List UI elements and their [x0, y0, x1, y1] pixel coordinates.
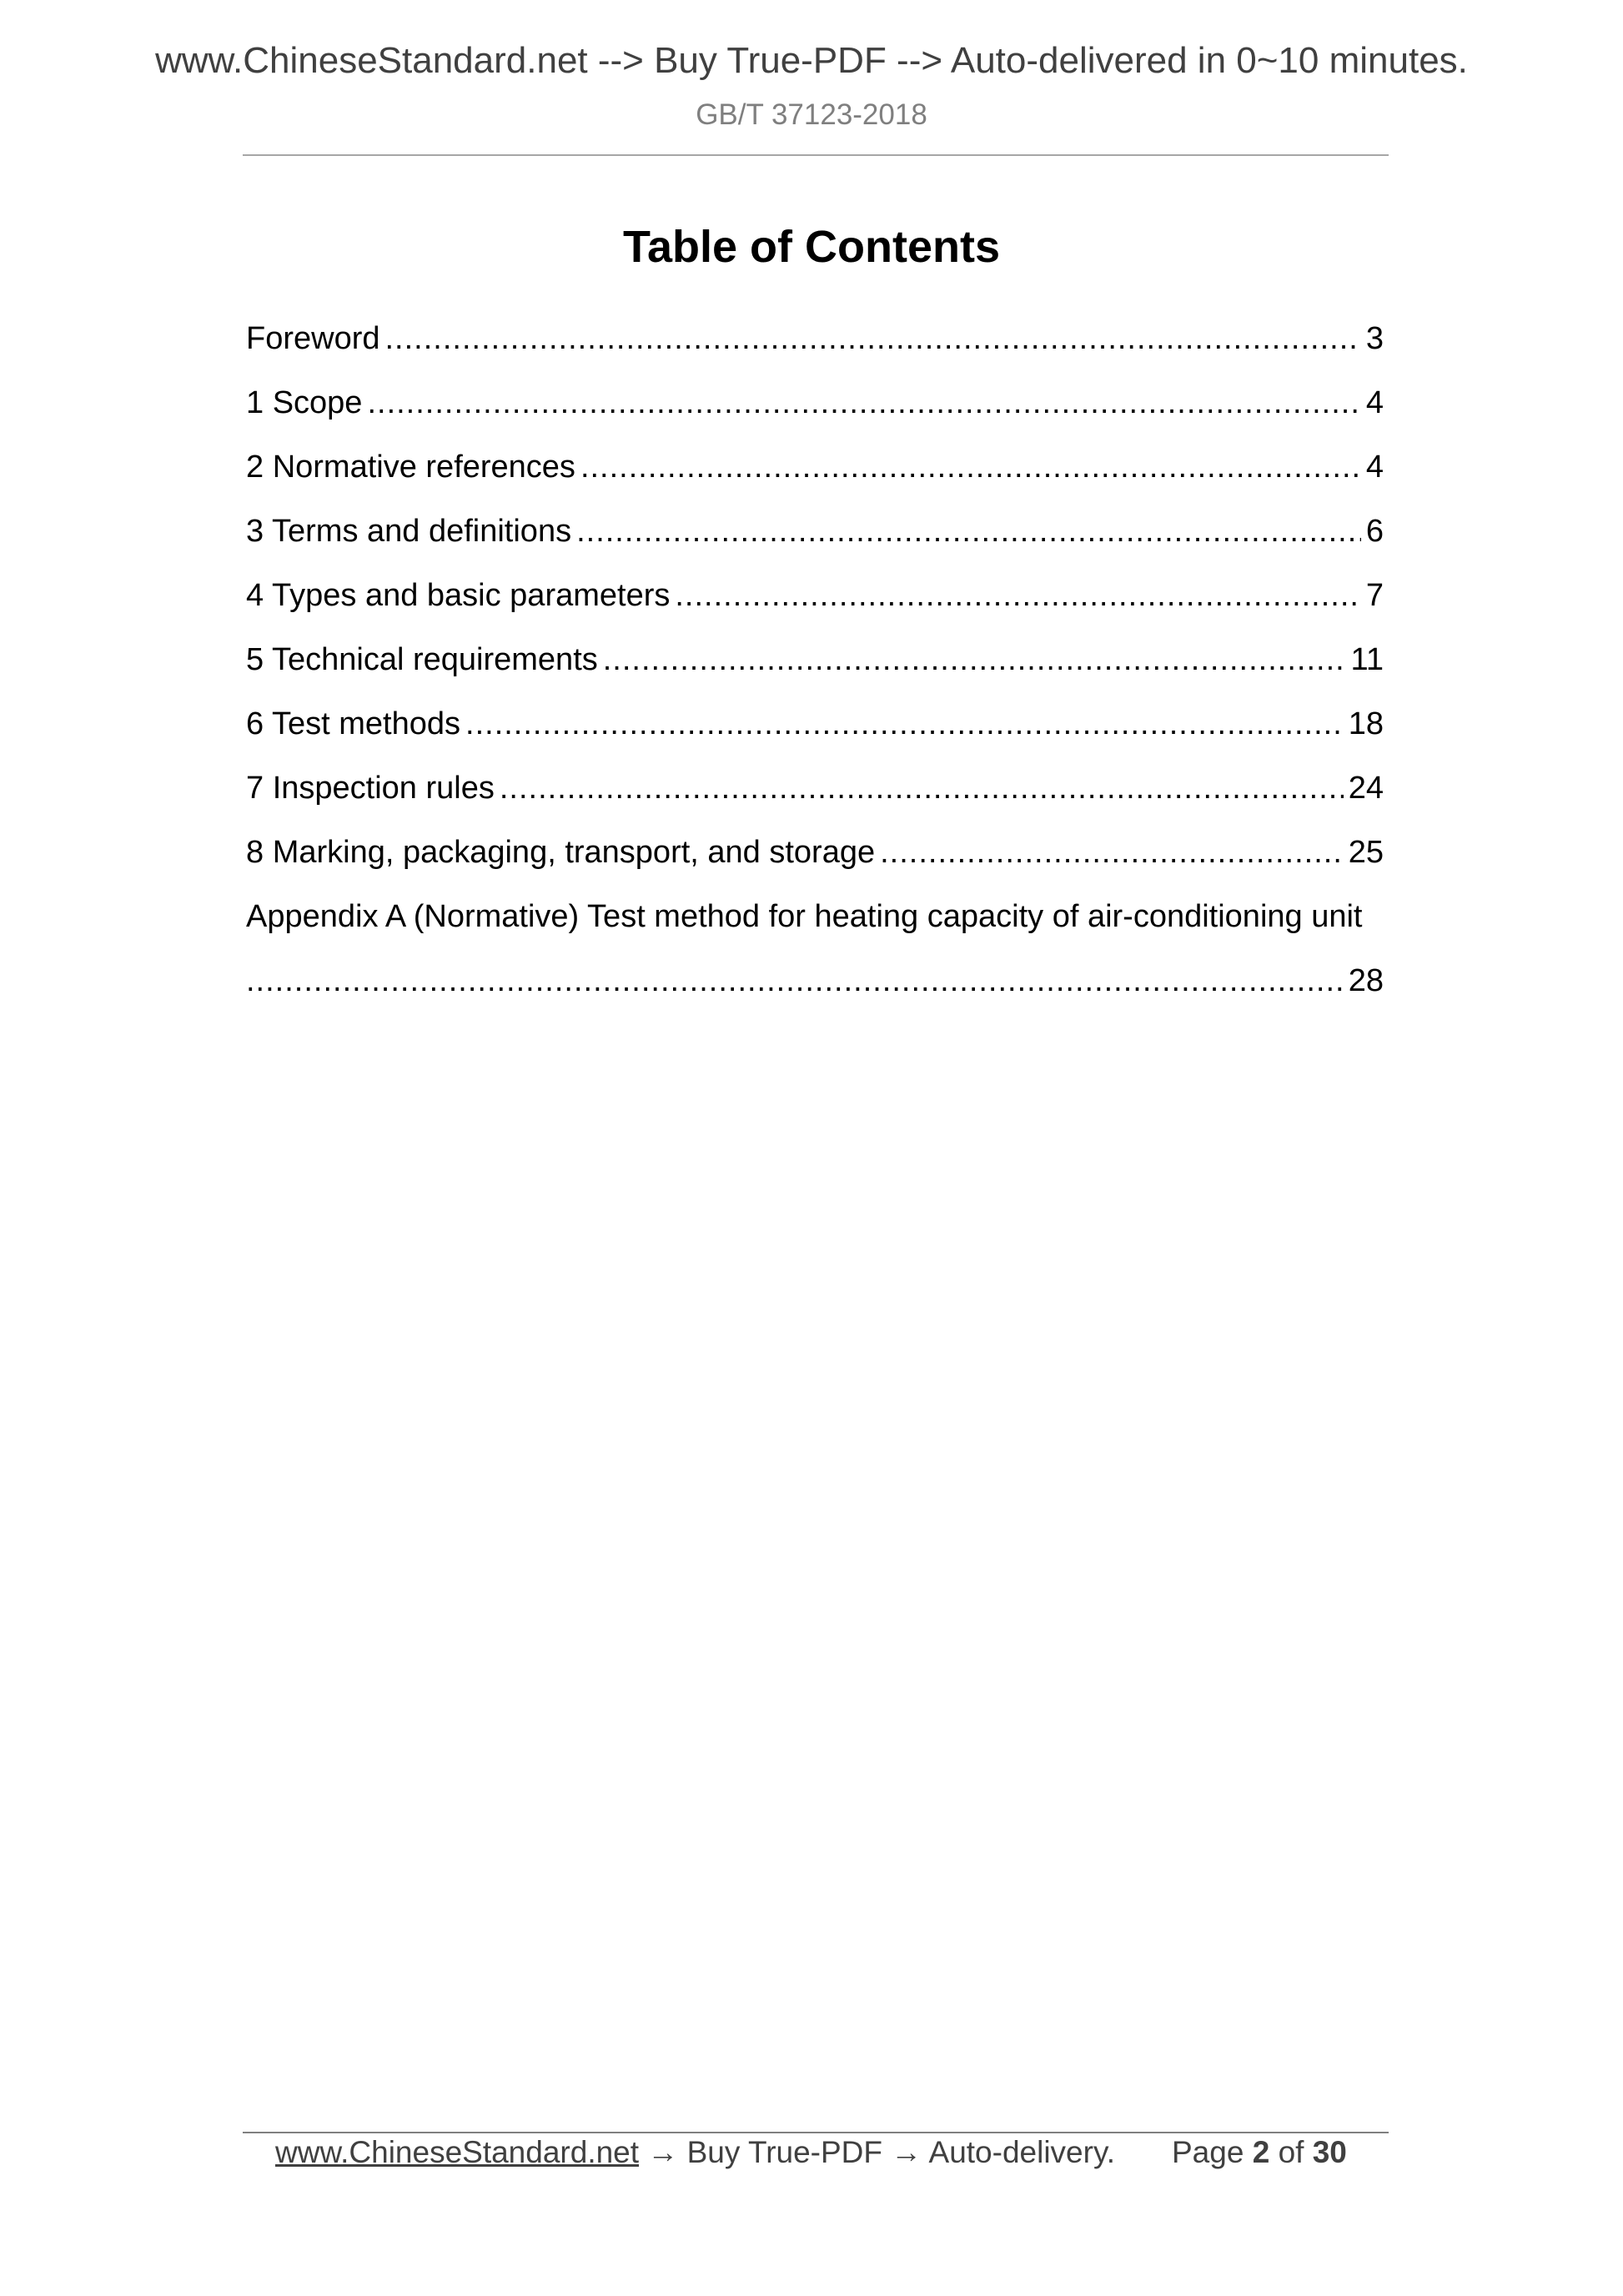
toc-entry-marking-packaging[interactable] [246, 835, 1384, 899]
total-pages-number: 30 [1312, 2135, 1347, 2169]
toc-entry-test-methods[interactable] [246, 706, 1384, 771]
header-divider [243, 154, 1389, 156]
toc-leader-dots [500, 771, 1344, 806]
toc-entry-page: 4 [1365, 385, 1384, 420]
toc-entry-normative-references[interactable] [246, 450, 1384, 514]
toc-leader-dots [385, 321, 1361, 357]
toc-entry-text: 1 Scope [246, 385, 363, 420]
toc-entry-page: 25 [1348, 835, 1384, 870]
toc-entry-terms-definitions[interactable] [246, 514, 1384, 578]
toc-entry-page: 6 [1365, 514, 1384, 549]
toc-entry-page: 28 [1348, 963, 1384, 998]
toc-entry-text: 8 Marking, packaging, transport, and storage [246, 835, 876, 870]
toc-entry-text: 3 Terms and definitions [246, 514, 572, 549]
toc-entry-scope[interactable] [246, 385, 1384, 450]
toc-entry-page: 18 [1348, 706, 1384, 741]
toc-entry-inspection-rules[interactable] [246, 771, 1384, 835]
toc-entry-text: 6 Test methods [246, 706, 461, 741]
toc-entry-page: 11 [1350, 642, 1384, 677]
table-of-contents [246, 321, 1384, 1027]
toc-entry-text: 2 Normative references [246, 450, 575, 485]
standard-number: GB/T 37123-2018 [696, 98, 927, 131]
toc-entry-types-parameters[interactable] [246, 578, 1384, 642]
toc-leader-dots [576, 514, 1361, 550]
toc-entry-foreword[interactable] [246, 321, 1384, 385]
toc-leader-dots [465, 706, 1344, 742]
toc-leader-dots [246, 963, 1344, 999]
page-indicator [1172, 2135, 1347, 2170]
toc-entry-text: Appendix A (Normative) Test method for heating capacity of air-conditioning unit [246, 899, 1363, 934]
toc-leader-dots [367, 385, 1360, 421]
page-of-label: of [1278, 2135, 1304, 2169]
footer-site-link[interactable]: www.ChineseStandard.net [275, 2135, 640, 2169]
toc-leader-dots [603, 642, 1346, 678]
toc-entry-page: 24 [1348, 771, 1384, 806]
toc-entry-text: 4 Types and basic parameters [246, 578, 671, 613]
footer-tagline: → Buy True-PDF → Auto-delivery. [639, 2135, 1115, 2169]
header-banner: www.ChineseStandard.net --> Buy True-PDF --> Auto-delivered in 0~10 minutes. [155, 40, 1468, 81]
toc-entry-technical-requirements[interactable] [246, 642, 1384, 706]
toc-title: Table of Contents [623, 222, 1000, 272]
toc-leader-dots [880, 835, 1344, 871]
toc-entry-page: 4 [1365, 450, 1384, 485]
toc-entry-appendix-a[interactable] [246, 899, 1384, 963]
toc-leader-dots [580, 450, 1361, 485]
footer-divider [243, 2132, 1389, 2133]
toc-entry-page: 3 [1365, 321, 1384, 356]
toc-entry-appendix-a-continued[interactable] [246, 963, 1384, 1027]
page-footer [275, 2135, 1359, 2170]
toc-entry-text: Foreword [246, 321, 380, 356]
toc-entry-text: 5 Technical requirements [246, 642, 598, 677]
current-page-number: 2 [1252, 2135, 1270, 2169]
page-label: Page [1172, 2135, 1244, 2169]
toc-leader-dots [675, 578, 1360, 614]
toc-entry-text: 7 Inspection rules [246, 771, 495, 806]
toc-entry-page: 7 [1365, 578, 1384, 613]
